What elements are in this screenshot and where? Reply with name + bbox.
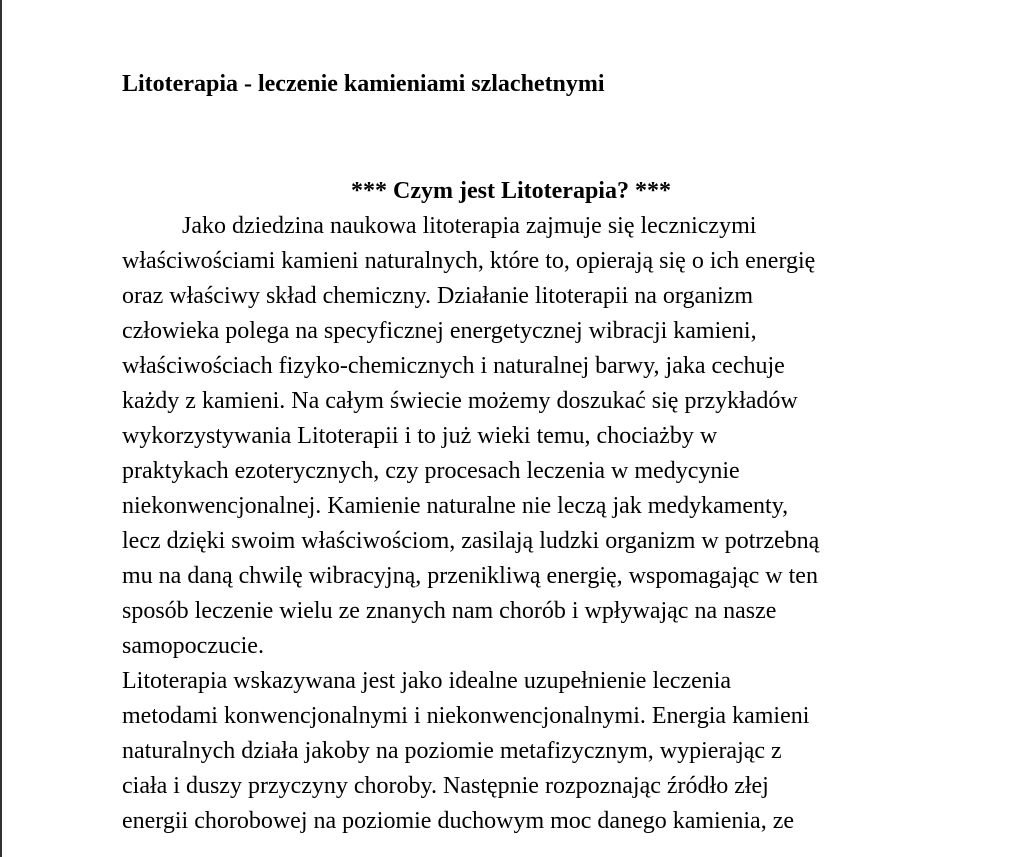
text-line: praktykach ezoterycznych, czy procesach leczenia w medycynie: [122, 458, 740, 484]
text-line: każdy z kamieni. Na całym świecie możemy doszukać się przykładów: [122, 388, 798, 414]
text-line: ciała i duszy przyczyny choroby. Następnie rozpoznając źródło złej: [122, 773, 769, 799]
document-title: Litoterapia - leczenie kamieniami szlachetnymi: [122, 71, 605, 97]
text-line: właściwościach fizyko-chemicznych i naturalnej barwy, jaka cechuje: [122, 353, 785, 379]
text-line: naturalnych działa jakoby na poziomie metafizycznym, wypierając z: [122, 738, 782, 764]
text-line: właściwościami kamieni naturalnych, które to, opierają się o ich energię: [122, 248, 816, 274]
text-line: samopoczucie.: [122, 633, 264, 659]
text-line: Litoterapia wskazywana jest jako idealne uzupełnienie leczenia: [122, 668, 732, 694]
text-line: niekonwencjonalnej. Kamienie naturalne nie leczą jak medykamenty,: [122, 493, 789, 519]
text-line: energii chorobowej na poziomie duchowym moc danego kamienia, ze: [122, 808, 794, 834]
text-line: sposób leczenie wielu ze znanych nam chorób i wpływając na nasze: [122, 598, 777, 624]
paragraph-2: [122, 664, 922, 839]
text-line: człowieka polega na specyficznej energetycznej wibracji kamieni,: [122, 318, 757, 344]
document-body: [122, 209, 922, 839]
text-line: mu na daną chwilę wibracyjną, przenikliwą energię, wspomagając w ten: [122, 563, 818, 589]
paragraph-1: [122, 209, 922, 664]
text-line: lecz dzięki swoim właściwościom, zasilają ludzki organizm w potrzebną: [122, 528, 820, 554]
text-line: metodami konwencjonalnymi i niekonwencjonalnymi. Energia kamieni: [122, 703, 810, 729]
text-line: oraz właściwy skład chemiczny. Działanie litoterapii na organizm: [122, 283, 754, 309]
text-line: wykorzystywania Litoterapii i to już wieki temu, chociażby w: [122, 423, 718, 449]
text-line: Jako dziedzina naukowa litoterapia zajmuje się leczniczymi: [182, 213, 757, 239]
section-heading: *** Czym jest Litoterapia? ***: [351, 178, 671, 204]
